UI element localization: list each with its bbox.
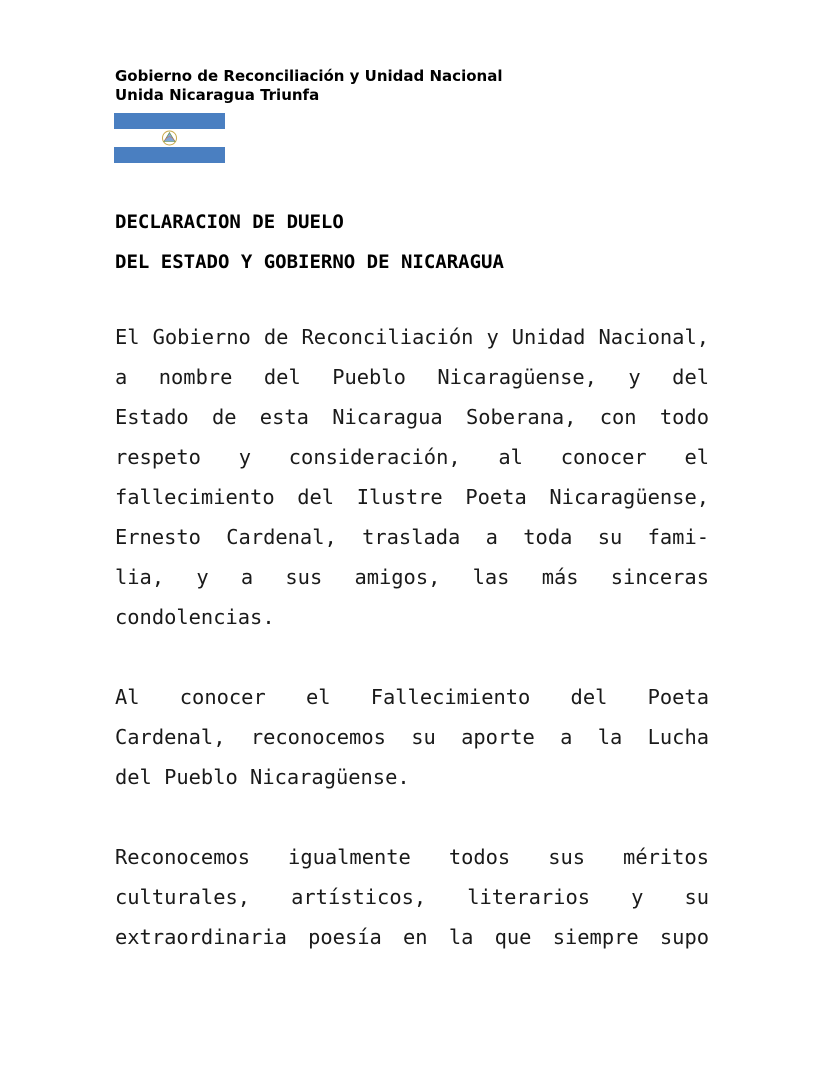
paragraph-line: culturales, artísticos, literarios y su (115, 885, 709, 909)
paragraph-merits (115, 837, 709, 957)
title-line-2: DEL ESTADO Y GOBIERNO DE NICARAGUA (115, 251, 504, 273)
declaration-title (115, 202, 504, 282)
paragraph-line: Al conocer el Fallecimiento del Poeta (115, 685, 709, 709)
letterhead-slogan: Unida Nicaragua Triunfa (115, 86, 320, 104)
nicaragua-flag-icon (114, 113, 225, 163)
paragraph-line: respeto y consideración, al conocer el (115, 445, 709, 469)
flag-top-stripe (114, 113, 225, 129)
paragraph-line: El Gobierno de Reconciliación y Unidad Nacional, (115, 325, 709, 349)
paragraph-line: Reconocemos igualmente todos sus méritos (115, 845, 709, 869)
paragraph-line: fallecimiento del Ilustre Poeta Nicaragüense, (115, 485, 709, 509)
paragraph-line: lia, y a sus amigos, las más sinceras (115, 565, 709, 589)
paragraph-line: del Pueblo Nicaragüense. (115, 765, 410, 789)
paragraph-line: condolencias. (115, 605, 275, 629)
paragraph-recognition (115, 677, 709, 797)
title-line-1: DECLARACION DE DUELO (115, 211, 344, 233)
flag-bottom-stripe (114, 147, 225, 163)
paragraph-line: extraordinaria poesía en la que siempre supo (115, 925, 709, 949)
letterhead (115, 67, 502, 105)
paragraph-line: Estado de esta Nicaragua Soberana, con todo (115, 405, 709, 429)
paragraph-line: Ernesto Cardenal, traslada a toda su fami- (115, 525, 709, 549)
paragraph-condolences (115, 317, 709, 637)
paragraph-line: a nombre del Pueblo Nicaragüense, y del (115, 365, 709, 389)
coat-of-arms-icon (163, 131, 177, 145)
paragraph-line: Cardenal, reconocemos su aporte a la Lucha (115, 725, 709, 749)
letterhead-government-name: Gobierno de Reconciliación y Unidad Nacional (115, 67, 503, 85)
